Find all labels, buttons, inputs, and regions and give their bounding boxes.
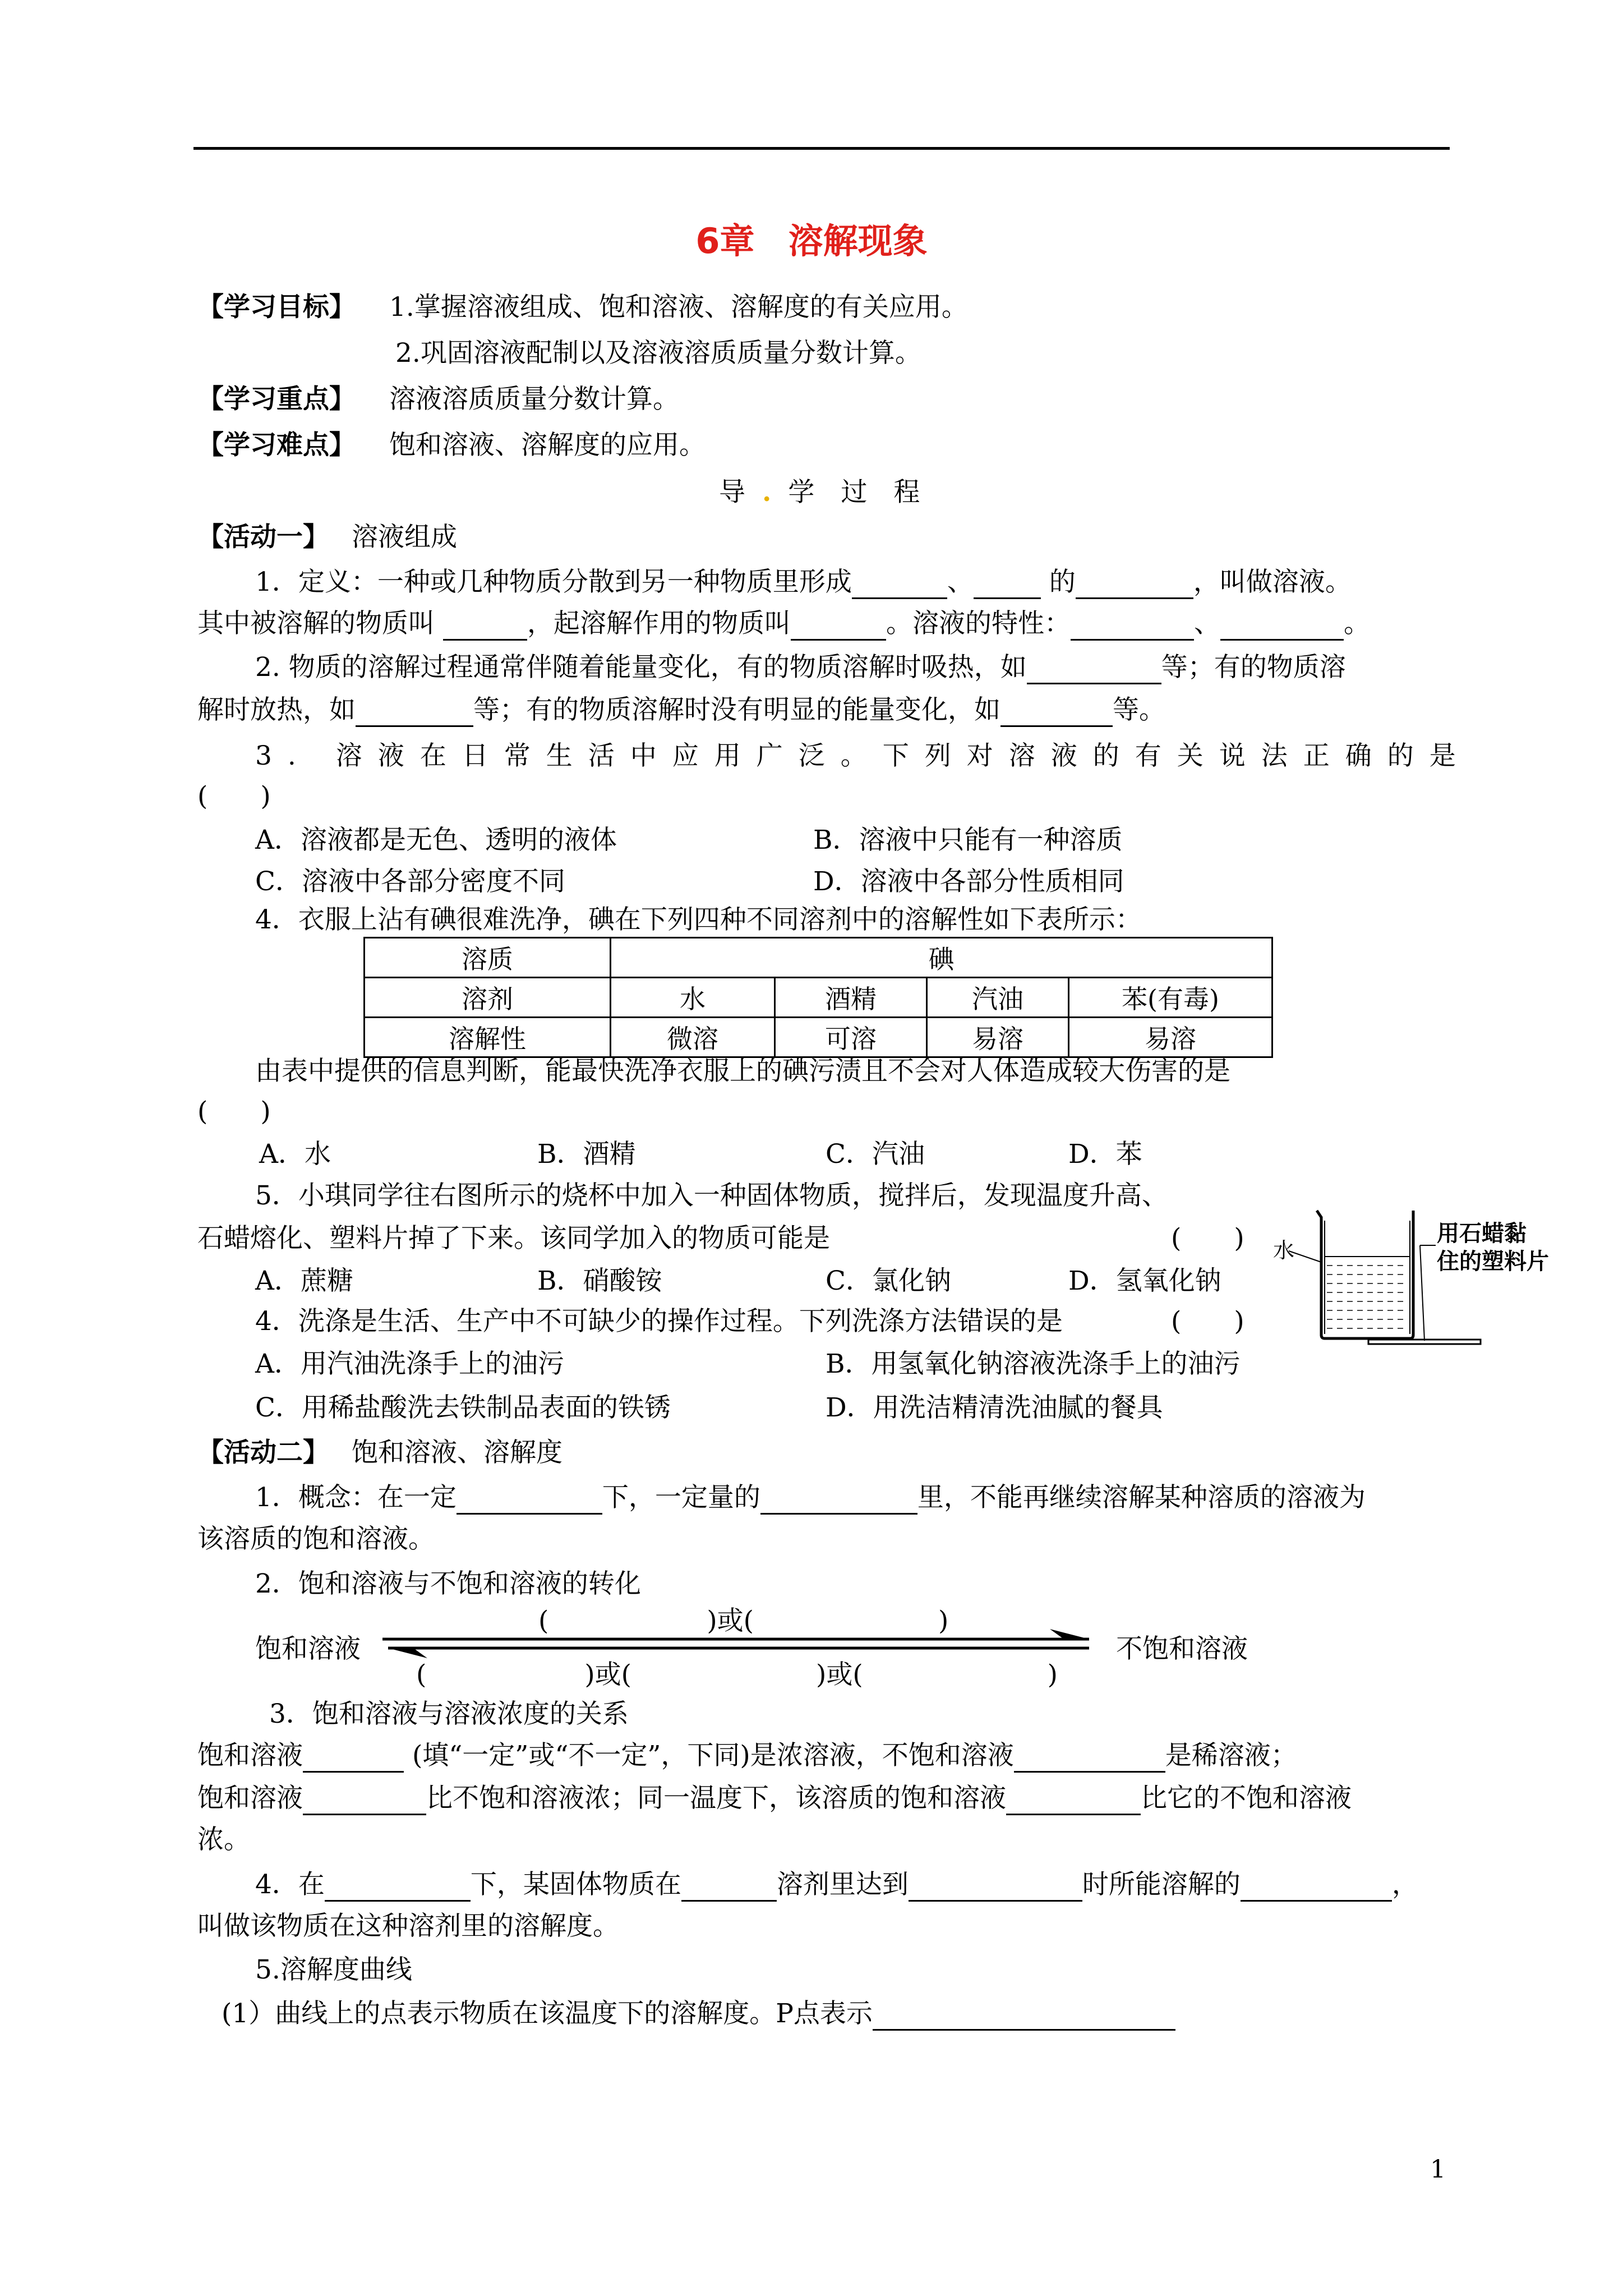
focus-row: 【学习重点】 溶液溶质质量分数计算。 — [197, 384, 679, 415]
blank[interactable] — [1014, 1743, 1165, 1773]
q3-option-a: A．溶液都是无色、透明的液体 — [255, 825, 617, 855]
c4-line2: 叫做该物质在这种溶剂里的溶解度。 — [197, 1911, 619, 1941]
blank[interactable] — [873, 2001, 1175, 2031]
c3-line3: 浓。 — [197, 1824, 250, 1855]
table-row — [365, 1018, 1272, 1057]
blank[interactable] — [325, 1872, 471, 1902]
q1-line2: 其中被溶解的物质叫 ，起溶解作用的物质叫 。溶液的特性： 、 。 — [197, 607, 1370, 641]
blank[interactable] — [1006, 1786, 1141, 1815]
q6-stem: 4．洗涤是生活、生产中不可缺少的操作过程。下列洗涤方法错误的是 — [255, 1306, 1063, 1337]
blank[interactable] — [1076, 569, 1193, 599]
table-row — [365, 978, 1272, 1018]
q4-option-d: D．苯 — [1068, 1139, 1142, 1170]
q5-line2: 石蜡熔化、塑料片掉了下来。该同学加入的物质可能是 — [197, 1223, 830, 1254]
header-rule — [193, 147, 1450, 150]
conversion-arrows — [377, 1622, 1106, 1667]
c2-heading: 2．饱和溶液与不饱和溶液的转化 — [255, 1568, 641, 1599]
arrow-top-conditions: ( )或( ) — [538, 1605, 949, 1636]
blank[interactable] — [852, 569, 947, 599]
q5-option-d: D．氢氧化钠 — [1068, 1266, 1221, 1296]
q3-answer-paren: ( ) — [197, 781, 271, 812]
blank[interactable] — [791, 611, 886, 641]
q2-line1: 2. 物质的溶解过程通常伴随着能量变化，有的物质溶解时吸热，如 等；有的物质溶 — [255, 651, 1346, 684]
table-row — [365, 938, 1272, 978]
table-cell: 酒精 — [775, 978, 927, 1018]
q4-option-b: B．酒精 — [537, 1139, 636, 1170]
blank[interactable] — [1000, 697, 1113, 727]
c1-line2: 该溶质的饱和溶液。 — [197, 1524, 435, 1554]
q4-option-c: C．汽油 — [826, 1139, 925, 1170]
blank[interactable] — [909, 1872, 1082, 1902]
activity2-heading: 【活动二】 饱和溶液、溶解度 — [197, 1437, 562, 1468]
blank[interactable] — [303, 1786, 426, 1815]
unsaturated-label: 不饱和溶液 — [1116, 1634, 1248, 1664]
table-cell: 微溶 — [611, 1018, 775, 1057]
beaker-figure — [1273, 1200, 1565, 1352]
page-title: 6章 溶解现象 — [695, 220, 928, 261]
c3-heading: 3．饱和溶液与溶液浓度的关系 — [269, 1699, 629, 1729]
fig-water-label: 水 — [1273, 1238, 1295, 1263]
blank[interactable] — [457, 1485, 602, 1515]
blank[interactable] — [303, 1743, 404, 1773]
blank[interactable] — [974, 569, 1041, 599]
q6-option-d: D．用洗洁精清洗油腻的餐具 — [826, 1392, 1163, 1423]
c4-line1: 4．在 下，某固体物质在 溶剂里达到 时所能溶解的 ， — [255, 1868, 1418, 1902]
fig-label-line2: 住的塑料片 — [1437, 1249, 1549, 1274]
q5-line1: 5．小琪同学往右图所示的烧杯中加入一种固体物质，搅拌后，发现温度升高、 — [255, 1180, 1168, 1211]
q3-option-c: C．溶液中各部分密度不同 — [255, 866, 565, 897]
q5-option-b: B．硝酸铵 — [537, 1266, 662, 1296]
q5-option-c: C．氯化钠 — [826, 1266, 951, 1296]
q1-line1: 1．定义：一种或几种物质分散到另一种物质里形成 、 的 ，叫做溶液。 — [255, 565, 1352, 599]
c5-item1: (1）曲线上的点表示物质在该温度下的溶解度。P点表示 — [222, 1997, 1175, 2031]
c5-heading: 5.溶解度曲线 — [255, 1954, 412, 1985]
table-cell: 可溶 — [775, 1018, 927, 1057]
q4-option-a: A．水 — [259, 1139, 331, 1170]
activity1-heading: 【活动一】 溶液组成 — [197, 522, 457, 553]
q3-stem: 3. 溶液在日常生活中应用广泛。下列对溶液的有关说法正确的是 — [255, 740, 1472, 771]
q4-follow: 由表中提供的信息判断，能最快洗净衣服上的碘污渍且不会对人体造成较大伤害的是 — [255, 1056, 1230, 1087]
q2-line2: 解时放热，如 等；有的物质溶解时没有明显的能量变化，如 等。 — [197, 693, 1165, 727]
blank[interactable] — [356, 697, 473, 727]
q6-option-a: A．用汽油洗涤手上的油污 — [255, 1349, 564, 1379]
table-cell: 苯(有毒) — [1069, 978, 1272, 1018]
blank[interactable] — [681, 1872, 777, 1902]
blank[interactable] — [1220, 611, 1344, 641]
iodine-solubility-table — [363, 937, 1273, 1058]
table-cell: 易溶 — [927, 1018, 1069, 1057]
c1-line1: 1．概念：在一定 下，一定量的 里，不能再继续溶解某种溶质的溶液为 — [255, 1481, 1366, 1515]
fig-label-line1: 用石蜡黏 — [1437, 1221, 1527, 1246]
table-cell: 易溶 — [1069, 1018, 1272, 1057]
saturated-label: 饱和溶液 — [255, 1634, 361, 1664]
blank[interactable] — [443, 611, 527, 641]
q3-option-d: D．溶液中各部分性质相同 — [813, 866, 1124, 897]
q5-option-a: A．蔗糖 — [255, 1266, 353, 1296]
table-cell: 溶解性 — [365, 1018, 611, 1057]
page-number: 1 — [1430, 2155, 1446, 2184]
difficulty-row: 【学习难点】 饱和溶液、溶解度的应用。 — [197, 430, 706, 461]
blank[interactable] — [760, 1485, 917, 1515]
table-cell: 汽油 — [927, 978, 1069, 1018]
table-cell: 水 — [611, 978, 775, 1018]
blank[interactable] — [1241, 1872, 1392, 1902]
q5-answer-paren: ( ) — [1171, 1223, 1244, 1254]
q6-answer-paren: ( ) — [1171, 1306, 1244, 1337]
table-cell: 溶剂 — [365, 978, 611, 1018]
q4-answer-paren: ( ) — [197, 1096, 271, 1127]
table-cell: 溶质 — [365, 938, 611, 978]
q3-option-b: B．溶液中只能有一种溶质 — [813, 825, 1123, 855]
goal-row-2: 2.巩固溶液配制以及溶液溶质质量分数计算。 — [395, 338, 921, 369]
goal-row-1: 【学习目标】 1.掌握溶液组成、饱和溶液、溶解度的有关应用。 — [197, 292, 968, 323]
c3-line2: 饱和溶液 比不饱和溶液浓；同一温度下，该溶质的饱和溶液 比它的不饱和溶液 — [197, 1782, 1352, 1815]
process-heading: 导 . 学 过 程 — [719, 477, 920, 508]
blank[interactable] — [1027, 655, 1161, 684]
arrow-bottom-conditions: ( )或( )或( ) — [416, 1659, 1058, 1690]
q6-option-b: B．用氢氧化钠溶液洗涤手上的油污 — [826, 1349, 1241, 1379]
blank[interactable] — [1071, 611, 1194, 641]
q6-option-c: C．用稀盐酸洗去铁制品表面的铁锈 — [255, 1392, 671, 1423]
q4-stem: 4．衣服上沾有碘很难洗净，碘在下列四种不同溶剂中的溶解性如下表所示： — [255, 904, 1142, 935]
table-cell: 碘 — [611, 938, 1272, 978]
c3-line1: 饱和溶液 (填“一定”或“不一定”，下同)是浓溶液，不饱和溶液 是稀溶液； — [197, 1739, 1297, 1773]
